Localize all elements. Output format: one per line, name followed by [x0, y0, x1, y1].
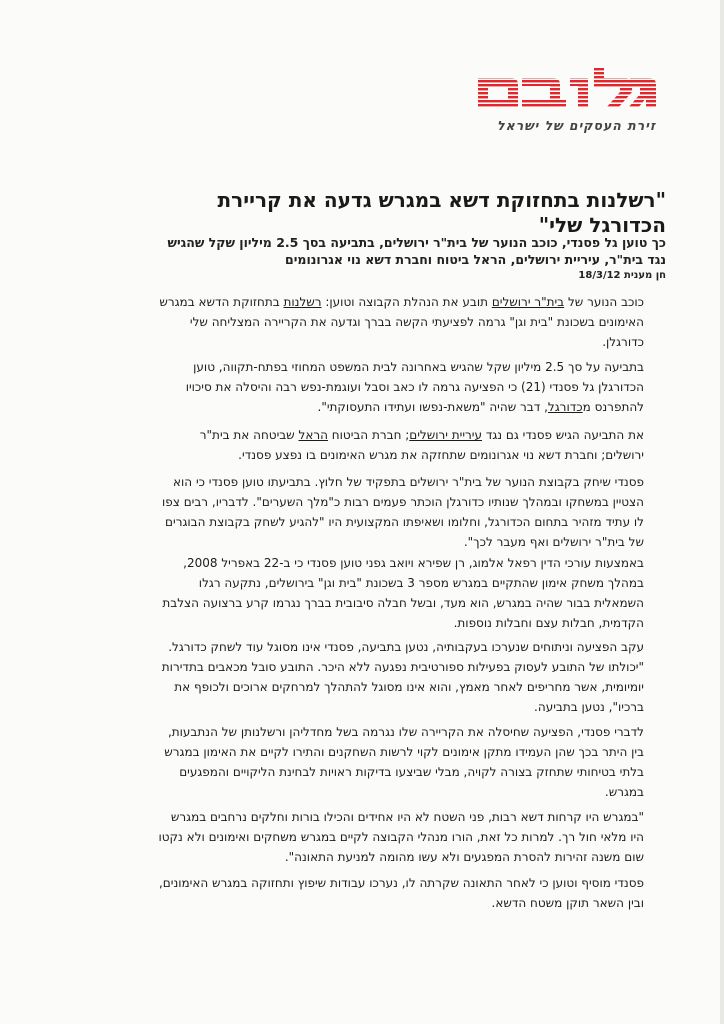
paragraph-8: "במגרש היו קרחות דשא רבות, פני השטח לא היו אחידים והכילו בורות וחלקים נרחבים במגרש היו מלאי חול רך. למרות כל זאת, הורו מנהלי הקבוצה לקיים במגרש משחקים ואימונים ולא נקטו שום משנה זהירות להסרת המפגעים ולא עשו מהומה למניעת התאונה".: [158, 810, 644, 864]
link-negligence[interactable]: רשלנות: [283, 295, 322, 309]
paragraph-1: [154, 292, 644, 352]
paragraph-7: לדברי פסנדי, הפציעה שחיסלה את הקריירה שלו נגרמה בשל מחדליהן ורשלנותן של הנתבעות, בין היתר בכך שהן העמידו מתקן אימונים לקוי לרשות השחקנים והתירו לקיים את האימון במגרש בלתי בטיחותי שתחזק בצורה לקויה, מבלי שביצעו בדיקות ראויות לבחינת הליקויים והמפגעים במגרש.: [164, 725, 644, 799]
paragraph-text: כוכב הנוער של: [564, 295, 644, 309]
globes-logo: [476, 68, 656, 114]
paragraph-3: [154, 425, 644, 465]
paragraph-9: פסנדי מוסיף וטוען כי לאחר התאונה שקרתה לו, נערכו עבודות שיפוץ ותחזוקה במגרש האימונים, ובין השאר תוקן משטח הדשא.: [158, 876, 644, 910]
link-football[interactable]: כדורגל: [547, 400, 583, 414]
page-edge-shadow: [720, 0, 724, 1024]
paragraph-5: באמצעות עורכי הדין רפאל אלמוג, רן שפירא ויואב גפני טוען פסנדי כי ב-22 באפריל 2008, במהלך משחק אימון שהתקיים במגרש מספר 3 בשכונת "בית וגן" בירושלים, נתקעה רגלו השמאלית בבור שהיה במגרש, הוא מעד, ובשל חבלה סיבובית בברך נגרמו קרע ברצועה הצלבת הקדמית, חבלות עצם וחבלות נוספות.: [162, 556, 644, 630]
paragraph-text: ; חברת הביטוח: [327, 428, 410, 442]
paragraph-6: עקב הפציעה וניתוחים שנערכו בעקבותיה, נטען בתביעה, פסנדי אינו מסוגל עוד לשחק כדורגל. "יכולתו של התובע לעסוק בפעילות ספורטיבית נפגעה ללא היכר. התובע סובל מכאבים בתדירות יומיומית, אשר מחריפים לאחר מאמץ, והוא אינו מסוגל להתהלך למרחקים ארוכים ולכופף את ברכיו", נטען בתביעה.: [161, 640, 644, 714]
logo-tagline: זירת העסקים של ישראל: [497, 118, 656, 133]
globes-logo-striped-wordmark: [476, 68, 656, 114]
article-headline: "רשלנות בתחזוקת דשא במגרש גדעה את קריירת הכדורגל שלי": [217, 188, 666, 237]
paragraph-text: תובע את הנהלת הקבוצה וטוען:: [321, 295, 492, 309]
paragraph-2: [154, 357, 644, 417]
paragraph-4: פסנדי שיחק בקבוצת הנוער של בית"ר ירושלים בתפקיד של חלוץ. בתביעתו טוען פסנדי כי הוא הצטיין במשחקו ובמהלך שנותיו כדורגלן הוכתר פעמים רבות כ"מלך השערים". לדבריו, רבים צפו לו עתיד מזהיר בתחום הכדורגל, וחלומו ושאיפתו המקצועית היו "להגיע לשחק בקבוצת הבוגרים של בית"ר ירושלים ואף מעבר לכך".: [162, 475, 644, 549]
article-byline: חן מענית 18/3/12: [578, 270, 666, 281]
paragraph-text: , דבר שהיה "משאת-נפשו ועתידו התעסוקתי".: [317, 400, 548, 414]
paragraph-text: שביטחה את בית"ר ירושלים; וחברת דשא נוי אגרונומים שתחזקה את מגרש האימונים בו נפצע פסנדי.: [199, 428, 644, 462]
link-jerusalem-municipality[interactable]: עיריית ירושלים: [409, 428, 482, 442]
paragraph-text: בתביעה על סך 2.5 מיליון שקל שהגיש באחרונה לבית המשפט המחוזי בפתח-תקווה, טוען הכדורגלן גל פסנדי (21) כי הפציעה גרמה לו כאב וסבל ועוגמת-נפש רבה והיסלה את סיכויו להתפרנס מ: [185, 360, 644, 414]
paragraph-text: בתחזוקת הדשא במגרש האימונים בשכונת "בית וגן" גרמה לפציעתי הקשה בברך וגדעה את הקריירה המצליחה שלי כדורגלן.: [159, 295, 644, 349]
article-subheadline: כך טוען גל פסנדי, כוכב הנוער של בית"ר ירושלים, בתביעה בסך 2.5 מיליון שקל שהגיש נגד בית"ר, עיריית ירושלים, הראל ביטוח וחברת דשא נוי אגרונומים: [167, 235, 666, 267]
paragraph-text: את התביעה הגיש פסנדי גם נגד: [482, 428, 644, 442]
link-harel[interactable]: הראל: [298, 428, 328, 442]
link-beitar-jerusalem[interactable]: בית"ר ירושלים: [491, 295, 565, 309]
